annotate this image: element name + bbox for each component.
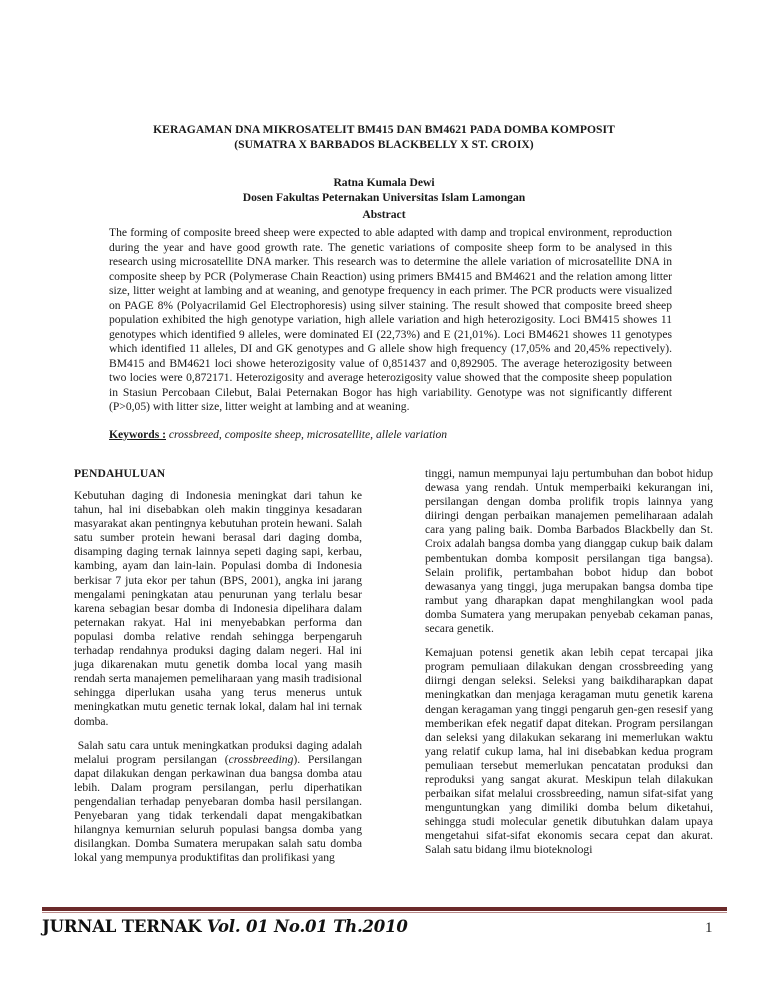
paper-title-line-1: KERAGAMAN DNA MIKROSATELIT BM415 DAN BM4621 PADA DOMBA KOMPOSIT [153, 123, 615, 136]
journal-volume: Vol. 01 No.01 Th.2010 [206, 917, 408, 936]
keywords-line [109, 428, 672, 442]
paragraph-text: ). Persilangan dapat dilakukan dengan perkawinan dua bangsa domba atau lebih. Dalam program persilangan, perlu diperhatikan pengendalian terhadap penyebaran domba hasil persilangan. Penyebaran yang tidak terkendali dapat mengakibatkan hilangnya kemurnian seluruh populasi bangsa domba yang disilangkan. Domba Sumatera merupakan salah satu domba lokal yang mempunya produktifitas dan prolifikasi yang [74, 752, 362, 865]
keywords-label: Keywords : [109, 428, 166, 441]
author-block [80, 176, 688, 205]
page-number: 1 [705, 920, 713, 936]
footer-divider [42, 907, 727, 913]
italic-term: crossbreeding [228, 752, 294, 766]
right-column [425, 467, 713, 868]
body-paragraph: Kebutuhan daging di Indonesia meningkat dari tahun ke tahun, hal ini disebabkan oleh makin tingginya kesadaran masyarakat akan pentingnya kebutuhan protein hewani. Salah satu sumber protein hewani berasal dari daging domba, disamping daging ternak lainnya sepeti daging sapi, kerbau, kambing, ayam dan lain-lain. Populasi domba di Indonesia berkisar 7 juta ekor per tahun (BPS, 2001), angka ini jarang mengalami peningkatan atau penurunan yang terlalu besar karena sebagian besar domba di Indonesia dipelihara dalam peternakan rakyat. Hal ini menyebabkan performa dan populasi domba relative rendah sehingga berpengaruh terhadap rendahnya produksi daging dalam negeri. Hal ini juga dikarenakan mutu genetik domba local yang masih rendah serta manajemen pemeliharaan yang masih tradisional sehingga diperlukan usaha yang terus menerus untuk meningkatkan mutu genetic ternak lokal, dalam hal ini ternak domba. [74, 489, 362, 728]
abstract-text: The forming of composite breed sheep were expected to able adapted with damp and tropical environment, reproduction during the year and have good growth rate. The genetic variations of composite sheep form to be analysed in this research using microsatellite DNA marker. This research was to determine the allele variation of microsatellite DNA in composite sheep by PCR (Polymerase Chain Reaction) using primers BM415 and BM4621 and the relation among litter size, litter weight at lambing and at weaning, and genotype frequency in each primer. The PCR products were visualized on PAGE 8% (Polyacrilamid Gel Electrophoresis) using silver staining. The result showed that composite breed sheep population exhibited the high genotype variation, high allele variation and high heterozigosity. Loci BM415 showes 11 genotypes which identified 9 alleles, were dominated EI (22,73%) and E (21,01%). Loci BM4621 showes 11 genotypes which identified 11 alleles, DI and GK genotypes and G allele show high frequency (17,05% and 20,45% repectively). BM415 and BM4621 loci showe heterozigosity value of 0,851437 and 0,892905. The average heterozigosity between two locies were 0,872171. Heterozigosity and average heterozigosity value showed that the composite sheep population in Stasiun Percobaan Cilebut, Balai Peternakan Bogor has high variability. Genotype was not significantly different (P>0,05) with litter size, litter weight at lambing and at weaning. [109, 226, 672, 413]
paper-title [80, 123, 688, 152]
footer-divider-thin [42, 912, 727, 913]
author-affiliation: Dosen Fakultas Peternakan Universitas Islam Lamongan [242, 190, 526, 204]
abstract-heading: Abstract [362, 208, 406, 221]
paper-title-line-2: (SUMATRA X BARBADOS BLACKBELLY X ST. CROIX) [234, 137, 534, 151]
author-name: Ratna Kumala Dewi [333, 176, 435, 189]
journal-footer [42, 916, 408, 938]
paragraph-text: Salah satu cara untuk meningkatkan produksi daging adalah melalui program persilangan ( [74, 738, 362, 766]
body-paragraph: tinggi, namun mempunyai laju pertumbuhan dan bobot hidup dewasa yang rendah. Untuk memperbaiki kekurangan ini, persilangan dengan domba prolifik tropis lainnya yang diiringi dengan perbaikan manajemen pemeliharaan adalah cara yang paling baik. Domba Barbados Blackbelly dan St. Croix adalah bangsa domba yang dianggap cukup baik dalam pembentukan domba komposit persilangan tiga bangsa). Selain prolifik, pertambahan bobot hidup dan bobot dewasanya yang tinggi, juga merupakan bangsa domba tipe rambut yang dharapkan dapat menghilangkan wool pada domba Sumatera yang merupakan penyebab cekaman panas, secara genetik. [425, 467, 713, 636]
section-heading-pendahuluan: PENDAHULUAN [74, 467, 166, 480]
keywords-values: crossbreed, composite sheep, microsatellite, allele variation [168, 428, 448, 441]
body-paragraph [74, 739, 362, 866]
journal-name: JURNAL TERNAK [42, 917, 202, 936]
body-paragraph: Kemajuan potensi genetik akan lebih cepat tercapai jika program pemuliaan dilakukan dengan crossbreeding yang diirngi dengan seleksi. Seleksi yang baikdiharapkan dapat meningkatkan dan menjaga keragaman mutu genetik karena dengan keragaman yang tinggi pengaruh gen-gen resesif yang memberikan efek negatif dapat ditekan. Program persilangan dan seleksi yang dilakukan sekarang ini memerlukan waktu yang relatif cukup lama, hal ini disebabkan kedua program pemuliaan tersebut memerlukan pencatatan produksi dan reproduksi yang sangat akurat. Meskipun telah dilakukan perbaikan sifat melalui crossbreeding, namun sifat-sifat yang menguntungkan yang dimiliki domba belum diketahui, sehingga studi molecular genetik dibutuhkan dalam upaya mengetahui sifat-sifat ekonomis secara cepat dan akurat. Salah satu bidang ilmu bioteknologi [425, 646, 713, 857]
left-column [74, 454, 362, 875]
